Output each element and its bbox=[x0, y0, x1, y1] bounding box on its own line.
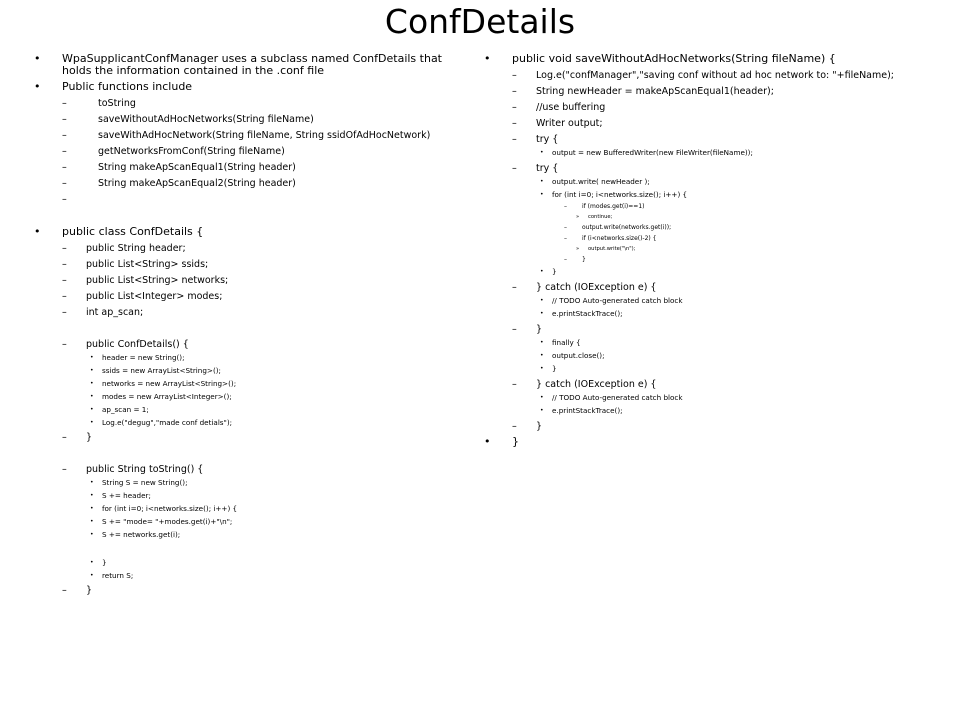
dash-marker: – bbox=[62, 98, 67, 109]
bullet-marker: • bbox=[34, 80, 41, 93]
tostring-line bbox=[34, 504, 450, 514]
code-text: Log.e("confManager","saving conf without ad hoc network to: "+fileName); bbox=[536, 70, 895, 81]
field-text: public List<Integer> modes; bbox=[86, 291, 223, 302]
field-text: public List<String> ssids; bbox=[86, 259, 209, 270]
code-text: S += networks.get(i); bbox=[102, 530, 181, 539]
bullet-marker: • bbox=[540, 268, 544, 275]
tostring-sig bbox=[34, 464, 450, 475]
code-text: //use buffering bbox=[536, 102, 606, 113]
catch2-line bbox=[484, 406, 940, 416]
bullet-marker: • bbox=[540, 297, 544, 304]
dash-marker: – bbox=[62, 339, 67, 350]
code-text: } catch (IOException e) { bbox=[536, 282, 657, 293]
code-text: for (int i=0; i<networks.size(); i++) { bbox=[102, 504, 238, 513]
bullet-marker: • bbox=[90, 492, 94, 499]
dash-marker: – bbox=[512, 421, 517, 432]
left-column bbox=[34, 49, 450, 596]
loop-line bbox=[484, 235, 940, 243]
dash-marker: – bbox=[62, 585, 67, 596]
tostring-line bbox=[34, 571, 450, 581]
code-text: output.write("\n"); bbox=[588, 246, 636, 252]
catch2-item bbox=[484, 379, 940, 390]
try2-line bbox=[484, 177, 940, 187]
dash-marker: – bbox=[62, 275, 67, 286]
try2-item bbox=[484, 163, 940, 174]
function-text: String makeApScanEqual2(String header) bbox=[98, 178, 296, 189]
loop-line bbox=[484, 256, 940, 264]
dash-marker: – bbox=[512, 118, 517, 129]
loop-close-line bbox=[484, 267, 940, 277]
code-text: S += "mode= "+modes.get(i)+"\n"; bbox=[102, 517, 233, 526]
constructor-line bbox=[34, 379, 450, 389]
bullet-marker: • bbox=[34, 52, 41, 65]
field-item bbox=[34, 259, 450, 270]
dash-marker: – bbox=[62, 307, 67, 318]
bullet-marker: • bbox=[90, 419, 94, 426]
constructor-sig bbox=[34, 339, 450, 350]
dash-marker: – bbox=[512, 86, 517, 97]
catch1-item bbox=[484, 282, 940, 293]
intro-text: WpaSupplicantConfManager uses a subclass named ConfDetails that holds the information contained in the .conf file bbox=[62, 52, 446, 77]
constructor-sig-text: public ConfDetails() { bbox=[86, 339, 189, 350]
code-text: header = new String(); bbox=[102, 353, 185, 362]
dash-marker: – bbox=[62, 243, 67, 254]
field-text: public List<String> networks; bbox=[86, 275, 229, 286]
class-decl: public class ConfDetails { bbox=[62, 225, 204, 238]
bullet-marker: • bbox=[540, 178, 544, 185]
chevron-marker: » bbox=[576, 246, 580, 252]
function-text: String makeApScanEqual1(String header) bbox=[98, 162, 296, 173]
dash-marker: – bbox=[512, 379, 517, 390]
constructor-line bbox=[34, 366, 450, 376]
finally-line bbox=[484, 351, 940, 361]
constructor-line bbox=[34, 353, 450, 363]
tostring-line bbox=[34, 491, 450, 501]
dash-marker: – bbox=[62, 114, 67, 125]
statement-item bbox=[484, 70, 940, 81]
loop-nested-line bbox=[484, 245, 940, 253]
tostring-line bbox=[34, 558, 450, 568]
catch2-line bbox=[484, 393, 940, 403]
slide-title: ConfDetails bbox=[384, 2, 576, 41]
dash-marker: – bbox=[564, 235, 567, 242]
catch2-close bbox=[484, 421, 940, 432]
bullet-marker: • bbox=[540, 365, 544, 372]
statement-item bbox=[484, 86, 940, 97]
function-text: toString bbox=[98, 98, 136, 109]
function-item bbox=[34, 146, 450, 157]
function-item bbox=[34, 114, 450, 125]
dash-marker: – bbox=[564, 256, 567, 263]
tostring-line bbox=[34, 517, 450, 527]
code-text: S += header; bbox=[102, 491, 151, 500]
bullet-marker: • bbox=[90, 572, 94, 579]
loop-line bbox=[484, 224, 940, 232]
loop-nested-line bbox=[484, 213, 940, 221]
code-text: } bbox=[86, 585, 93, 596]
code-text: continue; bbox=[588, 214, 613, 220]
code-text: try { bbox=[536, 163, 559, 174]
code-text: } bbox=[86, 432, 93, 443]
code-text: ap_scan = 1; bbox=[102, 405, 149, 414]
chevron-marker: » bbox=[576, 214, 580, 220]
statement-item bbox=[484, 102, 940, 113]
code-text: Log.e("degug","made conf detials"); bbox=[102, 418, 233, 427]
dash-marker: – bbox=[512, 134, 517, 145]
functions-heading-bullet bbox=[34, 81, 450, 93]
code-text: return S; bbox=[102, 571, 134, 580]
method-sig-bullet bbox=[484, 53, 940, 65]
catch1-line bbox=[484, 296, 940, 306]
intro-bullet bbox=[34, 53, 450, 77]
code-text: modes = new ArrayList<Integer>(); bbox=[102, 392, 232, 401]
code-text: String S = new String(); bbox=[102, 478, 188, 487]
dash-marker: – bbox=[564, 203, 567, 210]
bullet-marker: • bbox=[90, 406, 94, 413]
statement-item bbox=[484, 134, 940, 145]
code-text: } bbox=[536, 324, 543, 335]
method-close-bullet bbox=[484, 436, 940, 448]
function-item bbox=[34, 98, 450, 109]
dash-marker: – bbox=[62, 130, 67, 141]
constructor-line bbox=[34, 392, 450, 402]
bullet-marker: • bbox=[90, 367, 94, 374]
dash-marker: – bbox=[62, 146, 67, 157]
dash-marker: – bbox=[62, 162, 67, 173]
code-text: } bbox=[552, 267, 557, 276]
function-item bbox=[34, 178, 450, 189]
field-text: int ap_scan; bbox=[86, 307, 144, 318]
dash-marker: – bbox=[62, 291, 67, 302]
code-text: } bbox=[102, 558, 107, 567]
dash-marker: – bbox=[62, 432, 67, 443]
dash-marker: – bbox=[62, 259, 67, 270]
code-text: } bbox=[552, 364, 557, 373]
tostring-close bbox=[34, 585, 450, 596]
bullet-marker: • bbox=[90, 380, 94, 387]
bullet-marker: • bbox=[90, 354, 94, 361]
function-text: getNetworksFromConf(String fileName) bbox=[98, 146, 285, 157]
function-text: saveWithAdHocNetwork(String fileName, String ssidOfAdHocNetwork) bbox=[98, 130, 431, 141]
code-text: } bbox=[536, 421, 543, 432]
code-text: output = new BufferedWriter(new FileWriter(fileName)); bbox=[552, 148, 753, 157]
code-text: for (int i=0; i<networks.size(); i++) { bbox=[552, 190, 688, 199]
bullet-marker: • bbox=[540, 310, 544, 317]
function-text: saveWithoutAdHocNetworks(String fileName) bbox=[98, 114, 314, 125]
bullet-marker: • bbox=[90, 559, 94, 566]
method-sig: public void saveWithoutAdHocNetworks(String fileName) { bbox=[512, 52, 836, 65]
finally-line bbox=[484, 338, 940, 348]
right-column bbox=[484, 49, 940, 448]
bullet-marker: • bbox=[484, 435, 491, 448]
function-item bbox=[34, 162, 450, 173]
field-text: public String header; bbox=[86, 243, 186, 254]
field-item bbox=[34, 275, 450, 286]
field-item bbox=[34, 307, 450, 318]
field-item bbox=[34, 243, 450, 254]
dash-marker: – bbox=[512, 282, 517, 293]
code-text: if (modes.get(i)==1) bbox=[582, 203, 645, 210]
dash-marker: – bbox=[564, 224, 567, 231]
function-text bbox=[98, 194, 450, 205]
bullet-marker: • bbox=[540, 339, 544, 346]
finally-line bbox=[484, 364, 940, 374]
method-close: } bbox=[512, 435, 519, 448]
bullet-marker: • bbox=[90, 505, 94, 512]
bullet-marker: • bbox=[540, 407, 544, 414]
class-decl-bullet bbox=[34, 226, 450, 238]
bullet-marker: • bbox=[540, 352, 544, 359]
code-text: } catch (IOException e) { bbox=[536, 379, 657, 390]
constructor-line bbox=[34, 418, 450, 428]
code-text: networks = new ArrayList<String>(); bbox=[102, 379, 237, 388]
dash-marker: – bbox=[62, 464, 67, 475]
bullet-marker: • bbox=[540, 191, 544, 198]
bullet-marker: • bbox=[34, 225, 41, 238]
bullet-marker: • bbox=[540, 394, 544, 401]
tostring-sig-text: public String toString() { bbox=[86, 464, 204, 475]
code-text: output.write(networks.get(i)); bbox=[582, 224, 672, 231]
code-text: try { bbox=[536, 134, 559, 145]
code-text: } bbox=[582, 256, 586, 263]
code-text: e.printStackTrace(); bbox=[552, 406, 623, 415]
bullet-marker: • bbox=[90, 393, 94, 400]
dash-marker: – bbox=[62, 178, 67, 189]
tostring-line bbox=[34, 530, 450, 540]
constructor-close bbox=[34, 432, 450, 443]
code-text: output.write( newHeader ); bbox=[552, 177, 650, 186]
function-item-empty bbox=[34, 194, 450, 205]
functions-heading: Public functions include bbox=[62, 80, 193, 93]
constructor-line bbox=[34, 405, 450, 415]
code-text: ssids = new ArrayList<String>(); bbox=[102, 366, 221, 375]
code-text: finally { bbox=[552, 338, 581, 347]
bullet-marker: • bbox=[484, 52, 491, 65]
dash-marker: – bbox=[512, 163, 517, 174]
dash-marker: – bbox=[512, 70, 517, 81]
dash-marker: – bbox=[512, 102, 517, 113]
catch1-line bbox=[484, 309, 940, 319]
code-text: // TODO Auto-generated catch block bbox=[552, 296, 683, 305]
loop-line bbox=[484, 203, 940, 211]
try1-line bbox=[484, 148, 940, 158]
code-text: e.printStackTrace(); bbox=[552, 309, 623, 318]
function-item bbox=[34, 130, 450, 141]
field-item bbox=[34, 291, 450, 302]
catch1-close bbox=[484, 324, 940, 335]
bullet-marker: • bbox=[90, 479, 94, 486]
dash-marker: – bbox=[62, 194, 67, 205]
bullet-marker: • bbox=[540, 149, 544, 156]
bullet-marker: • bbox=[90, 531, 94, 538]
try2-line bbox=[484, 190, 940, 200]
code-text: // TODO Auto-generated catch block bbox=[552, 393, 683, 402]
statement-item bbox=[484, 118, 940, 129]
code-text: Writer output; bbox=[536, 118, 603, 129]
code-text: if (i<networks.size()-2) { bbox=[582, 235, 657, 242]
code-text: output.close(); bbox=[552, 351, 605, 360]
dash-marker: – bbox=[512, 324, 517, 335]
code-text: String newHeader = makeApScanEqual1(header); bbox=[536, 86, 774, 97]
tostring-line bbox=[34, 478, 450, 488]
bullet-marker: • bbox=[90, 518, 94, 525]
